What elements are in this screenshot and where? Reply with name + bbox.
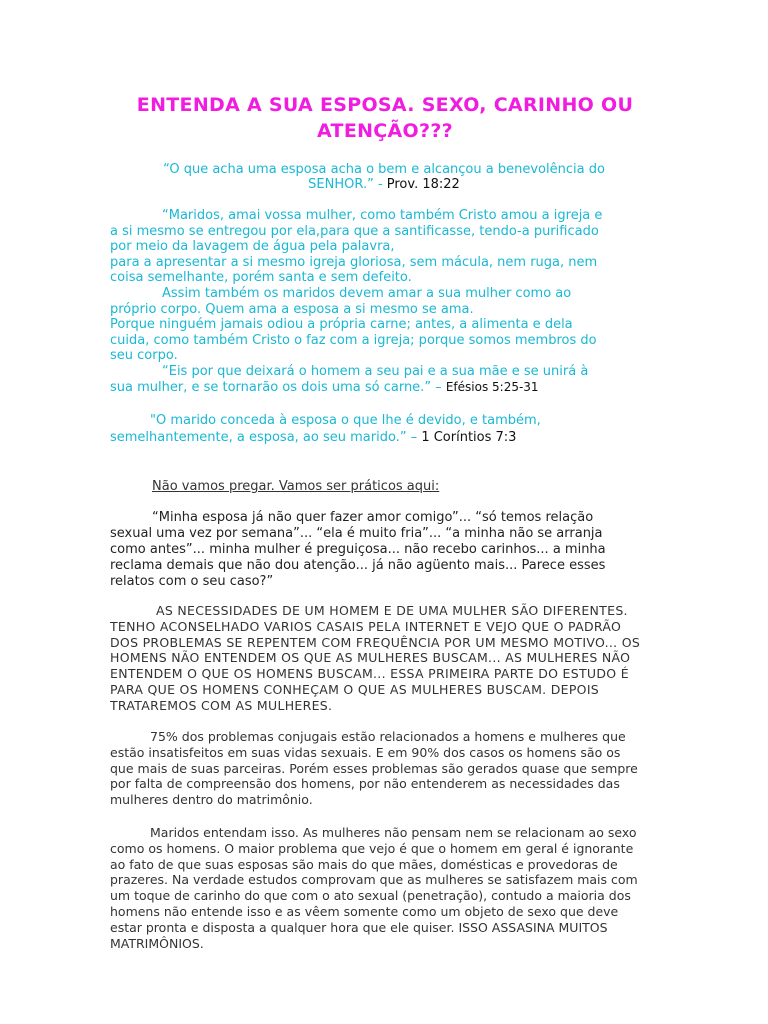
paragraph-maridos [110,825,670,951]
corinthians-reference: 1 Coríntios 7:3 [421,430,517,445]
paragraph-line: homens não entende isso e as vêem somente como um objeto de sexo que deve [110,903,619,919]
ephesians-reference: Efésios 5:25-31 [445,379,539,394]
ephesians-line: cuida, como também Cristo o faz com a igreja; porque somos membros do [110,332,597,348]
ephesians-quote [110,208,670,395]
complaint-line: relatos com o seu caso?” [110,574,274,589]
complaint-quote [110,510,670,590]
ephesians-text-end: sua mulher, e se tornarão os dois uma só carne.” – [110,379,446,395]
ephesians-line: para a apresentar a si mesmo igreja gloriosa, sem mácula, nem ruga, nem [110,254,598,270]
ephesians-line: seu corpo. [110,348,178,364]
corinthians-text-end: semelhantemente, a esposa, ao seu marido.” – [110,430,422,445]
paragraph-necessidades [110,603,670,714]
ephesians-line [110,380,670,396]
complaint-line: como antes”... minha mulher é preguiçosa... não recebo carinhos... a minha [110,542,606,557]
ephesians-line: “Eis por que deixará o homem a seu pai e a sua mãe e se unirá à [162,363,589,379]
paragraph-line: por falta de compreensão dos homens, por não entenderem as necessidades das [110,776,620,792]
corinthians-line-1: "O marido conceda à esposa o que lhe é devido, e também, [150,413,541,428]
paragraph-line: PARA QUE OS HOMENS CONHEÇAM O QUE AS MULHERES BUSCAM. DEPOIS [110,681,600,697]
paragraph-line: ao fato de que suas esposas são mais do que mães, domésticas e provedoras de [110,856,618,872]
ephesians-line: por meio da lavagem de água pela palavra, [110,239,395,255]
page-title [110,92,660,144]
paragraph-line: Maridos entendam isso. As mulheres não pensam nem se relacionam ao sexo [150,825,637,840]
paragraph-line: mulheres dentro do matrimônio. [110,792,313,808]
ephesians-line: Porque ninguém jamais odiou a própria carne; antes, a alimenta e dela [110,317,573,333]
ephesians-line: coisa semelhante, porém santa e sem defeito. [110,270,412,286]
proverbs-line-1: “O que acha uma esposa acha o bem e alcançou a benevolência do [163,162,605,177]
corinthians-line-2 [110,429,670,446]
paragraph-line: AS NECESSIDADES DE UM HOMEM E DE UMA MULHER SÃO DIFERENTES. [156,603,628,618]
paragraph-line: estar pronta e disposta a qualquer hora que ele quiser. ISSO ASSASINA MUITOS [110,919,608,935]
paragraph-line: prazeres. Na verdade estudos comprovam que as mulheres se satisfazem mais com [110,872,638,888]
paragraph-line: estão insatisfeitos em suas vidas sexuais. E em 90% dos casos os homens são os [110,744,621,760]
proverbs-line-2 [0,177,768,192]
paragraph-line: que mais de suas parceiras. Porém esses problemas são gerados quase que sempre [110,760,638,776]
paragraph-line: ENTENDEM O QUE OS HOMENS BUSCAM... ESSA PRIMEIRA PARTE DO ESTUDO É [110,666,629,682]
paragraph-line: MATRIMÔNIOS. [110,935,204,951]
paragraph-line: TRATAREMOS COM AS MULHERES. [110,697,333,713]
title-line-1: ENTENDA A SUA ESPOSA. SEXO, CARINHO OU [136,94,634,116]
paragraph-line: HOMENS NÃO ENTENDEM OS QUE AS MULHERES BUSCAM... AS MULHERES NÃO [110,650,631,666]
complaint-line: “Minha esposa já não quer fazer amor comigo”... “só temos relação [152,510,594,525]
proverbs-quote [0,162,768,192]
paragraph-line: como os homens. O maior problema que vejo é que o homem em geral é ignorante [110,840,634,856]
complaint-line: reclama demais que não dou atenção... já não agüento mais... Parece esses [110,558,606,573]
complaint-line: sexual uma vez por semana”... “ela é muito fria”... “a minha não se arranja [110,526,603,541]
paragraph-line: 75% dos problemas conjugais estão relacionados a homens e mulheres que [150,729,626,744]
proverbs-text-end: SENHOR.” - [308,177,387,192]
proverbs-reference: Prov. 18:22 [386,177,460,192]
paragraph-line: TENHO ACONSELHADO VARIOS CASAIS PELA INTERNET E VEJO QUE O PADRÃO [110,618,622,634]
paragraph-line: DOS PROBLEMAS SE REPENTEM COM FREQUÊNCIA POR UM MESMO MOTIVO... OS [110,634,641,650]
title-line-2: ATENÇÃO??? [317,120,453,142]
ephesians-line: próprio corpo. Quem ama a esposa a si mesmo se ama. [110,301,474,317]
ephesians-line: “Maridos, amai vossa mulher, como também Cristo amou a igreja e [162,208,603,223]
ephesians-line: a si mesmo se entregou por ela,para que a santificasse, tendo-a purificado [110,223,599,239]
paragraph-line: um toque de carinho do que com o ato sexual (penetração), contudo a maioria dos [110,888,631,904]
paragraph-statistics [110,729,670,808]
ephesians-line: Assim também os maridos devem amar a sua mulher como ao [162,285,572,301]
section-heading: Não vamos pregar. Vamos ser práticos aqui: [152,479,440,494]
corinthians-quote [110,412,670,446]
